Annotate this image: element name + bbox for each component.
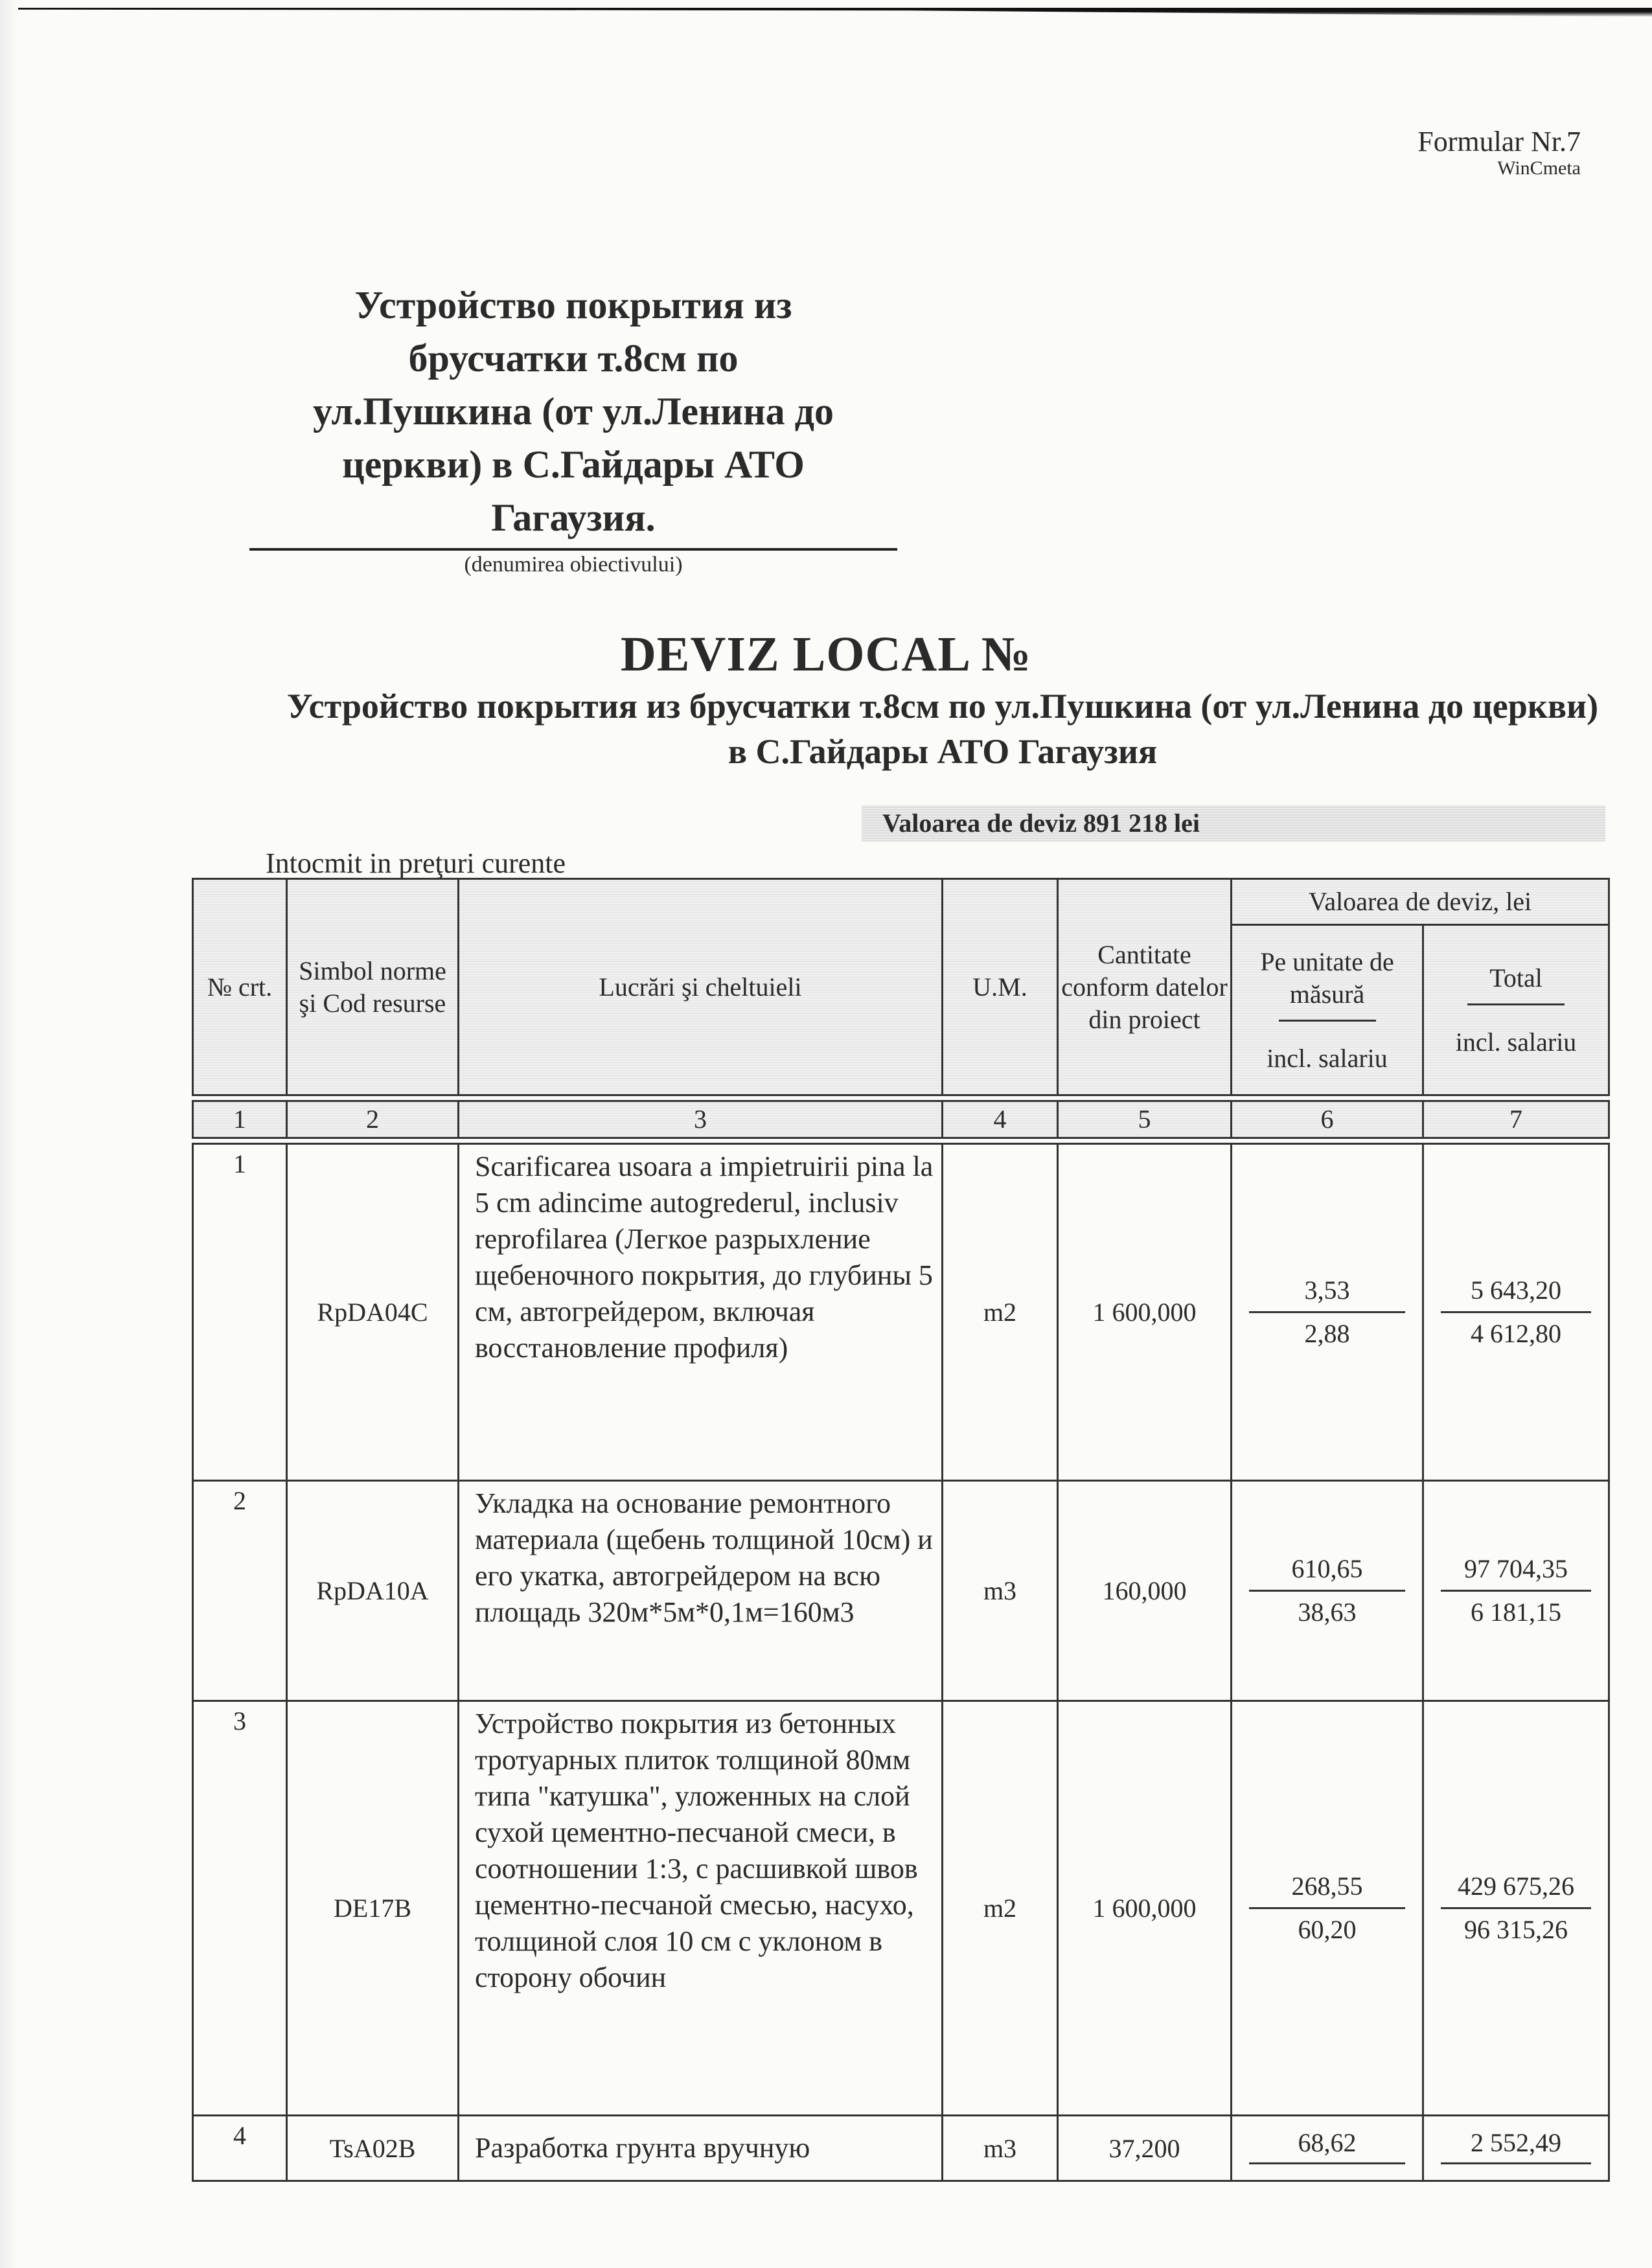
row-code: TsA02B <box>287 2116 459 2181</box>
header-total-sub: incl. salariu <box>1455 1027 1577 1057</box>
object-name-block <box>246 279 901 578</box>
header-total <box>1423 925 1609 1095</box>
row-unit-price <box>1232 1701 1423 2116</box>
row-description: Scarificarea usoara a impietruirii pina la 5 cm adincime autogrederul, inclusiv reprofilarea (Легкое разрыхление щебеночного покрытия, до глубины 5 см, автогрейдером, включая восстановление профиля) <box>459 1144 943 1481</box>
form-number: Formular Nr.7 <box>1417 126 1581 157</box>
total-value-box: Valoarea de deviz 891 218 lei <box>862 805 1605 842</box>
fraction-rule <box>1249 1311 1405 1313</box>
scan-edge-left <box>0 0 18 2268</box>
row-unit: m2 <box>943 1144 1058 1481</box>
column-number: 6 <box>1232 1101 1423 1138</box>
unit-salary: 38,63 <box>1298 1598 1357 1627</box>
header-cantitate: Cantitate conform datelor din proiect <box>1058 879 1232 1095</box>
software-name: WinCmeta <box>1497 157 1581 179</box>
object-title-line: брусчатки т.8см по <box>408 337 739 380</box>
row-quantity: 37,200 <box>1058 2116 1232 2181</box>
header-um: U.M. <box>943 879 1058 1095</box>
unit-salary: 2,88 <box>1304 1319 1350 1348</box>
fraction-rule <box>1441 1590 1592 1592</box>
header-nr: № crt. <box>193 879 287 1095</box>
object-title <box>246 279 901 544</box>
row-code: RpDA04C <box>287 1144 459 1481</box>
header-total-label: Total <box>1489 963 1543 992</box>
column-number: 4 <box>943 1101 1058 1138</box>
fraction-rule <box>1441 1311 1592 1313</box>
column-number: 5 <box>1058 1101 1232 1138</box>
unit-price: 268,55 <box>1291 1872 1363 1901</box>
unit-price: 610,65 <box>1291 1554 1363 1583</box>
total-salary: 96 315,26 <box>1464 1915 1568 1944</box>
deviz-subtitle: Устройство покрытия из брусчатки т.8см по ул.Пушкина (от ул.Ленина до церкви) в С.Гайдары АТО Гагаузия <box>286 687 1599 771</box>
row-unit: m2 <box>943 1701 1058 2116</box>
row-number: 2 <box>193 1481 287 1701</box>
row-quantity: 1 600,000 <box>1058 1144 1232 1481</box>
fraction-rule <box>1249 1590 1405 1592</box>
header-pe-unitate <box>1232 925 1423 1095</box>
deviz-title: DEVIZ LOCAL № <box>620 627 1032 682</box>
row-total <box>1423 2116 1609 2181</box>
unit-price: 68,62 <box>1298 2127 1357 2157</box>
estimate-table <box>192 878 1610 2182</box>
row-total <box>1423 1701 1609 2116</box>
object-title-line: церкви) в С.Гайдары АТО <box>342 443 805 486</box>
column-number: 3 <box>459 1101 943 1138</box>
header-simbol: Simbol norme şi Cod resurse <box>287 879 459 1095</box>
row-description: Укладка на основание ремонтного материала (щебень толщиной 10см) и его укатка, автогрейдером на всю площадь 320м*5м*0,1м=160м3 <box>459 1481 943 1701</box>
object-title-line: ул.Пушкина (от ул.Ленина до <box>312 390 834 433</box>
row-unit: m3 <box>943 1481 1058 1701</box>
underline-divider <box>249 548 897 551</box>
fraction-rule <box>1441 2162 1592 2164</box>
header-lucrari: Lucrări şi cheltuieli <box>459 879 943 1095</box>
header-valoarea-group: Valoarea de deviz, lei <box>1232 879 1609 925</box>
header-pe-unitate-label: Pe unitate de măsură <box>1260 946 1394 1009</box>
scan-edge <box>0 8 1652 17</box>
object-title-line: Гагаузия. <box>491 496 656 539</box>
row-description: Разработка грунта вручную <box>459 2116 943 2181</box>
column-number: 7 <box>1423 1101 1609 1138</box>
total-price: 2 552,49 <box>1471 2127 1561 2157</box>
total-price: 97 704,35 <box>1464 1554 1568 1583</box>
row-code: RpDA10A <box>287 1481 459 1701</box>
row-description: Устройство покрытия из бетонных тротуарных плиток толщиной 80мм типа "катушка", уложенных на слой сухой цементно-песчаной смеси, в соотношении 1:3, с расшивкой швов цементно-песчаной смесью, насухо, толщиной слоя 10 см с уклоном в сторону обочин <box>459 1701 943 2116</box>
total-salary: 6 181,15 <box>1471 1598 1561 1627</box>
row-number: 4 <box>193 2116 287 2181</box>
row-quantity: 160,000 <box>1058 1481 1232 1701</box>
total-salary: 4 612,80 <box>1471 1319 1561 1348</box>
fraction-rule <box>1467 1003 1565 1005</box>
fraction-rule <box>1249 2162 1405 2164</box>
unit-salary: 60,20 <box>1298 1915 1357 1944</box>
row-code: DE17B <box>287 1701 459 2116</box>
row-number: 3 <box>193 1701 287 2116</box>
column-number: 2 <box>287 1101 459 1138</box>
table-row <box>193 1701 1609 2116</box>
fraction-rule <box>1279 1020 1376 1022</box>
column-numbers-row <box>193 1101 1609 1138</box>
row-total <box>1423 1481 1609 1701</box>
table-row <box>193 2116 1609 2181</box>
fraction-rule <box>1441 1907 1592 1909</box>
spacer <box>193 1095 1609 1101</box>
total-price: 429 675,26 <box>1458 1872 1574 1901</box>
object-caption: (denumirea obiectivului) <box>464 553 683 577</box>
total-price: 5 643,20 <box>1471 1276 1561 1305</box>
table-row <box>193 1144 1609 1481</box>
unit-price: 3,53 <box>1304 1276 1350 1305</box>
row-number: 1 <box>193 1144 287 1481</box>
fraction-rule <box>1249 1907 1405 1909</box>
row-unit: m3 <box>943 2116 1058 2181</box>
spacer <box>193 1138 1609 1144</box>
row-unit-price <box>1232 1481 1423 1701</box>
row-quantity: 1 600,000 <box>1058 1701 1232 2116</box>
row-total <box>1423 1144 1609 1481</box>
object-title-line: Устройство покрытия из <box>354 284 792 326</box>
prices-note: Intocmit in preţuri curente <box>266 847 566 879</box>
row-unit-price <box>1232 1144 1423 1481</box>
row-unit-price <box>1232 2116 1423 2181</box>
form-label <box>1417 126 1581 179</box>
column-number: 1 <box>193 1101 287 1138</box>
table-row <box>193 1481 1609 1701</box>
header-pe-unitate-sub: incl. salariu <box>1267 1043 1388 1073</box>
